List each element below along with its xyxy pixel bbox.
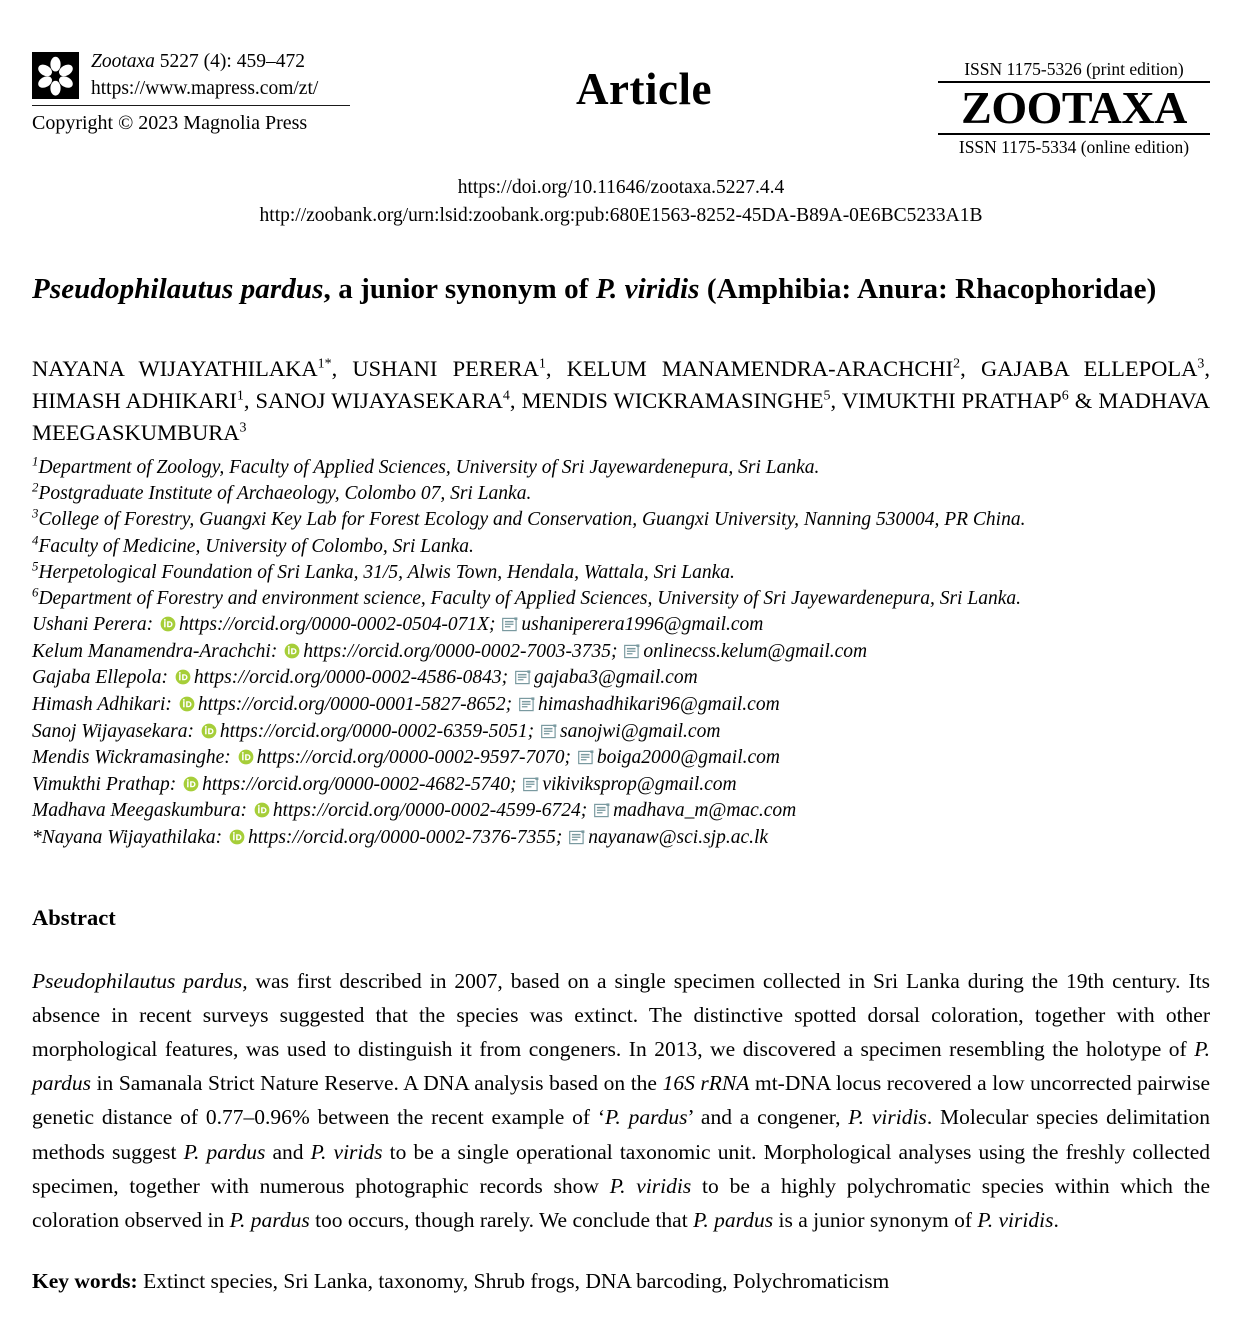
orcid-icon bbox=[238, 749, 254, 765]
contact-name: Ushani Perera: bbox=[32, 614, 159, 636]
email-link[interactable]: onlinecss.kelum@gmail.com bbox=[643, 640, 868, 662]
keywords-value: Extinct species, Sri Lanka, taxonomy, Shrub frogs, DNA barcoding, Polychromaticism bbox=[137, 1269, 890, 1294]
affiliation-marker: 6 bbox=[32, 585, 39, 600]
orcid-icon bbox=[229, 829, 245, 845]
author-separator: , bbox=[830, 388, 842, 413]
journal-issue: 5227 (4): 459–472 bbox=[154, 51, 305, 72]
masthead bbox=[32, 0, 1210, 158]
issn-online: ISSN 1175-5334 (online edition) bbox=[958, 137, 1190, 157]
abstract-species-name: P. pardus bbox=[229, 1207, 310, 1232]
abstract-heading: Abstract bbox=[32, 904, 116, 930]
orcid-icon bbox=[179, 696, 195, 712]
masthead-center bbox=[350, 48, 938, 114]
email-link[interactable]: himashadhikari96@gmail.com bbox=[538, 694, 780, 715]
author-name: KELUM MANAMENDRA-ARACHCHI$^2$ bbox=[566, 356, 961, 381]
orcid-link[interactable]: https://orcid.org/0000-0002-0504-071X; bbox=[179, 614, 501, 636]
orcid-link[interactable]: https://orcid.org/0000-0002-4586-0843; bbox=[193, 667, 514, 689]
journal-citation bbox=[91, 48, 350, 103]
author-separator: , bbox=[960, 356, 981, 381]
abstract-species-name: P. pardus bbox=[605, 1105, 688, 1130]
orcid-link[interactable]: https://orcid.org/0000-0001-5827-8652; bbox=[197, 694, 518, 715]
abstract-species-name: P. virids bbox=[310, 1139, 383, 1164]
email-link[interactable]: ushaniperera1996@gmail.com bbox=[521, 614, 764, 636]
abstract-species-name: P. pardus bbox=[32, 1036, 1210, 1096]
contact-item bbox=[32, 825, 1210, 852]
abstract-text: . bbox=[1053, 1207, 1059, 1232]
author-list bbox=[32, 353, 1210, 449]
page-title bbox=[32, 268, 1210, 311]
affiliation-marker: 1 bbox=[32, 454, 39, 469]
abstract-body bbox=[32, 964, 1210, 1238]
abstract-species-name: Pseudophilautus pardus, bbox=[32, 968, 248, 993]
orcid-icon bbox=[284, 643, 300, 659]
abstract-text: and bbox=[265, 1139, 311, 1164]
author-affiliation-marker: 3 bbox=[1197, 356, 1205, 372]
orcid-icon bbox=[201, 723, 217, 739]
orcid-link[interactable]: https://orcid.org/0000-0002-9597-7070; bbox=[256, 747, 576, 769]
contact-name: Madhava Meegaskumbura: bbox=[32, 800, 252, 822]
affiliation-list bbox=[32, 455, 1210, 612]
journal-name: Zootaxa bbox=[91, 51, 155, 72]
keywords-label: Key words: bbox=[32, 1269, 138, 1294]
orcid-icon bbox=[183, 776, 199, 792]
author-separator: & bbox=[1068, 388, 1099, 413]
author-affiliation-marker: 1* bbox=[317, 356, 332, 372]
author-name: VIMUKTHI PRATHAP$^6$ bbox=[841, 388, 1069, 413]
email-icon bbox=[624, 644, 640, 659]
contact-name: Sanoj Wijayasekara: bbox=[32, 720, 199, 742]
issn-print: ISSN 1175-5326 (print edition) bbox=[964, 59, 1184, 79]
abstract-species-name: P. viridis bbox=[977, 1207, 1054, 1232]
title-taxonomy: (Amphibia: Anura: Rhacophoridae) bbox=[699, 273, 1157, 305]
affiliation-text: Postgraduate Institute of Archaeology, Colombo 07, Sri Lanka. bbox=[38, 483, 532, 505]
affiliation-marker: 3 bbox=[32, 506, 39, 521]
title-synonym-species: P. viridis bbox=[595, 273, 700, 305]
abstract-text: mt-DNA locus recovered a low uncorrected pairwise genetic distance of 0.77–0.96% between the recent example of ‘ bbox=[32, 1071, 1210, 1130]
email-link[interactable]: sanojwi@gmail.com bbox=[560, 720, 721, 742]
affiliation-marker: 2 bbox=[32, 480, 39, 495]
contact-list bbox=[32, 612, 1210, 851]
contact-item bbox=[32, 745, 1210, 772]
contact-name: Himash Adhikari: bbox=[32, 694, 177, 715]
author-name: SANOJ WIJAYASEKARA$^4$ bbox=[255, 388, 510, 413]
orcid-icon bbox=[160, 616, 176, 632]
author-separator: , bbox=[331, 356, 353, 381]
email-icon bbox=[502, 617, 518, 632]
email-link[interactable]: gajaba3@gmail.com bbox=[534, 667, 698, 689]
author-name: MADHAVA MEEGASKUMBURA$^3$ bbox=[32, 388, 1211, 445]
zoobank-link[interactable]: http://zoobank.org/urn:lsid:zoobank.org:pub:680E1563-8252-45DA-B89A-0E6BC5233A1B bbox=[259, 205, 983, 226]
author-name: NAYANA $WIJAYATHILAKA^{1*}$ bbox=[32, 356, 332, 381]
contact-item bbox=[32, 798, 1210, 825]
contact-name: Vimukthi Prathap: bbox=[32, 773, 182, 795]
author-separator: , bbox=[1204, 356, 1210, 381]
email-icon bbox=[523, 777, 539, 792]
abstract-text: to be a single operational taxonomic unit. Morphological analyses using the freshly collected specimen, together with numerous photographic records show bbox=[32, 1139, 1210, 1198]
affiliation-item bbox=[32, 586, 1210, 612]
author-separator: , bbox=[243, 388, 256, 413]
keywords-line bbox=[32, 1265, 1210, 1297]
email-icon bbox=[541, 724, 557, 739]
abstract-species-name: P. pardus bbox=[183, 1139, 266, 1164]
author-name: USHANI PERERA$^1$ bbox=[352, 356, 546, 381]
author-separator: , bbox=[509, 388, 522, 413]
affiliation-item bbox=[32, 534, 1210, 560]
affiliation-text: Department of Zoology, Faculty of Applied Sciences, University of Sri Jayewardenepura, Sri Lanka. bbox=[38, 457, 820, 478]
email-icon bbox=[578, 750, 594, 765]
identifier-block bbox=[32, 174, 1210, 230]
abstract-text: ’ and a congener, bbox=[687, 1105, 849, 1130]
abstract-species-name: 16S rRNA bbox=[662, 1071, 750, 1096]
author-affiliation-marker: 4 bbox=[502, 388, 510, 404]
email-icon bbox=[515, 670, 531, 685]
affiliation-item bbox=[32, 560, 1210, 586]
author-name: HIMASH ADHIKARI$^1$ bbox=[32, 388, 244, 413]
orcid-link[interactable]: https://orcid.org/0000-0002-7376-7355; bbox=[247, 826, 568, 848]
orcid-link[interactable]: https://orcid.org/0000-0002-7003-3735; bbox=[303, 640, 623, 662]
abstract-text: was first described in 2007, based on a single specimen collected in Sri Lanka during the 19th century. Its absence in recent surveys suggested that the species was extinct. The distinctive spotted dorsal coloration, together with other morphological features, was used to distinguish it from congeners. In 2013, we discovered a specimen resembling the holotype of bbox=[32, 968, 1210, 1061]
zootaxa-wordmark bbox=[938, 81, 1210, 135]
masthead-left bbox=[32, 48, 350, 138]
affiliation-item bbox=[32, 481, 1210, 507]
orcid-link[interactable]: https://orcid.org/0000-0002-4682-5740; bbox=[202, 773, 522, 795]
affiliation-item bbox=[32, 455, 1210, 481]
contact-name: Gajaba Ellepola: bbox=[32, 667, 173, 689]
email-link[interactable]: vikiviksprop@gmail.com bbox=[542, 773, 737, 795]
author-name: GAJABA ELLEPOLA$^3$ bbox=[980, 356, 1205, 381]
abstract-text: in Samanala Strict Nature Reserve. A DNA analysis based on the bbox=[90, 1071, 663, 1096]
orcid-icon bbox=[254, 802, 270, 818]
email-icon bbox=[569, 830, 585, 845]
email-icon bbox=[519, 697, 535, 712]
author-separator: , bbox=[545, 356, 567, 381]
email-link[interactable]: nayanaw@sci.sjp.ac.lk bbox=[588, 826, 769, 848]
author-name: MENDIS WICKRAMASINGHE$^5$ bbox=[521, 388, 831, 413]
author-affiliation-marker: 2 bbox=[953, 356, 961, 372]
email-link[interactable]: boiga2000@gmail.com bbox=[596, 747, 780, 769]
abstract-species-name: P. pardus bbox=[693, 1207, 774, 1232]
contact-item bbox=[32, 772, 1210, 799]
affiliation-marker: 5 bbox=[32, 559, 39, 574]
contact-name: *Nayana Wijayathilaka: bbox=[32, 826, 227, 848]
contact-item bbox=[32, 639, 1210, 666]
contact-item bbox=[32, 665, 1210, 692]
affiliation-marker: 4 bbox=[32, 533, 39, 548]
title-genus-species: Pseudophilautus pardus bbox=[32, 273, 324, 305]
author-affiliation-marker: 5 bbox=[823, 388, 831, 404]
abstract-text: to be a highly polychromatic species within which the coloration observed in bbox=[32, 1173, 1210, 1232]
masthead-right bbox=[938, 48, 1210, 158]
affiliation-item bbox=[32, 507, 1210, 533]
affiliation-text: Department of Forestry and environment science, Faculty of Applied Sciences, University of Sri Jayewardenepura, Sri Lanka. bbox=[38, 588, 1021, 610]
orcid-link[interactable]: https://orcid.org/0000-0002-4599-6724; bbox=[272, 800, 593, 822]
copyright-line: Copyright © 2023 Magnolia Press bbox=[32, 112, 308, 134]
journal-issue-line bbox=[91, 48, 350, 75]
contact-item bbox=[32, 692, 1210, 719]
journal-identity bbox=[32, 48, 350, 103]
abstract-species-name: P. viridis bbox=[848, 1105, 927, 1130]
author-affiliation-marker: 1 bbox=[538, 356, 546, 372]
abstract-species-name: P. viridis bbox=[609, 1173, 692, 1198]
title-mid1: , a junior synonym of bbox=[323, 273, 596, 305]
contact-name: Mendis Wickramasinghe: bbox=[32, 747, 236, 769]
abstract-text: is a junior synonym of bbox=[773, 1207, 978, 1232]
affiliation-text: College of Forestry, Guangxi Key Lab for Forest Ecology and Conservation, Guangxi University, Nanning 530004, PR China. bbox=[38, 509, 1026, 531]
contact-item bbox=[32, 612, 1210, 639]
journal-url[interactable]: https://www.mapress.com/zt/ bbox=[91, 78, 319, 99]
affiliation-text: Herpetological Foundation of Sri Lanka, 31/5, Alwis Town, Hendala, Wattala, Sri Lanka. bbox=[38, 561, 735, 583]
affiliation-text: Faculty of Medicine, University of Colombo, Sri Lanka. bbox=[38, 535, 474, 557]
author-affiliation-marker: 3 bbox=[239, 420, 247, 436]
abstract-text: too occurs, though rarely. We conclude that bbox=[309, 1207, 694, 1232]
doi-link[interactable]: https://doi.org/10.11646/zootaxa.5227.4.4 bbox=[457, 177, 785, 198]
orcid-icon bbox=[175, 669, 191, 685]
article-type-label: Article bbox=[576, 64, 712, 114]
contact-item bbox=[32, 719, 1210, 746]
author-affiliation-marker: 1 bbox=[236, 388, 244, 404]
email-icon bbox=[594, 803, 610, 818]
contact-name: Kelum Manamendra-Arachchi: bbox=[32, 640, 283, 662]
magnolia-flower-logo-icon bbox=[32, 52, 79, 99]
orcid-link[interactable]: https://orcid.org/0000-0002-6359-5051; bbox=[219, 720, 540, 742]
email-link[interactable]: madhava_m@mac.com bbox=[613, 800, 797, 822]
author-affiliation-marker: 6 bbox=[1061, 388, 1069, 404]
zootaxa-wordmark-text: ZOOTAXA bbox=[961, 82, 1187, 133]
abstract-text: . Molecular species delimitation methods suggest bbox=[32, 1105, 1210, 1164]
